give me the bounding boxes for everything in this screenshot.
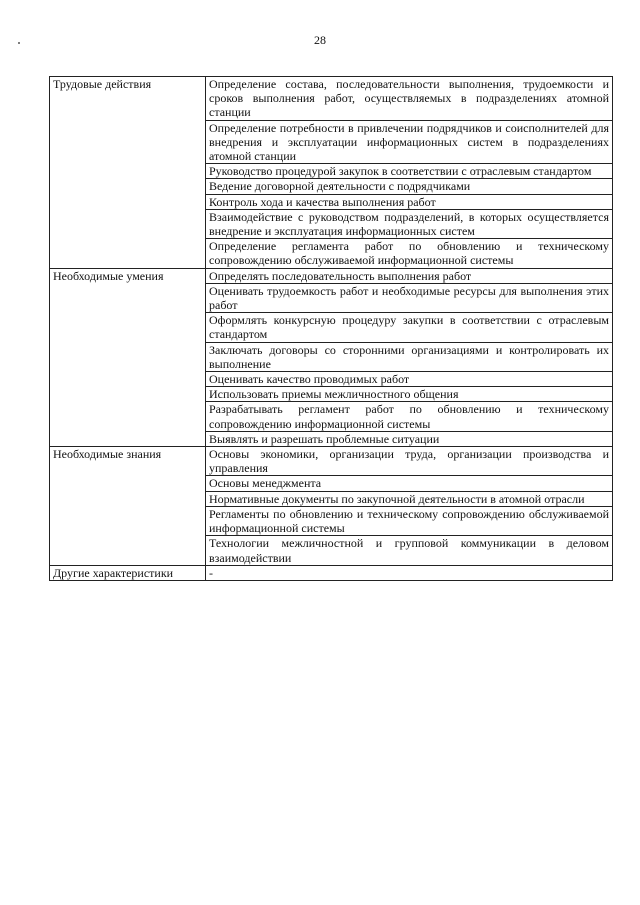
table-cell-item: Определение потребности в привлечении подрядчиков и соисполнителей для внедрения и эксплуатации информационных систем в подразделениях атомной станции [206, 120, 613, 164]
table-cell-item: Взаимодействие с руководством подразделений, в которых осуществляется внедрение и эксплуатация информационных систем [206, 209, 613, 238]
table-cell-item: Регламенты по обновлению и техническому сопровождению обслуживаемой информационной системы [206, 506, 613, 535]
table-cell-item: Оценивать качество проводимых работ [206, 372, 613, 387]
table-cell-item: Нормативные документы по закупочной деятельности в атомной отрасли [206, 491, 613, 506]
table-cell-item: Разрабатывать регламент работ по обновлению и техническому сопровождению информационной системы [206, 402, 613, 431]
table-cell-item: Определение состава, последовательности выполнения, трудоемкости и сроков выполнения работ, осуществляемых в подразделениях атомной станции [206, 77, 613, 121]
table-row [50, 447, 613, 476]
qualification-table [49, 76, 613, 581]
table-row [50, 565, 613, 580]
table-cell-item: Использовать приемы межличностного общения [206, 387, 613, 402]
page-number: 28 [314, 33, 326, 47]
section-label-labor-actions: Трудовые действия [50, 77, 206, 269]
table-cell-item: Основы менеджмента [206, 476, 613, 491]
section-label-required-knowledge: Необходимые знания [50, 447, 206, 566]
table-cell-item: Руководство процедурой закупок в соответствии с отраслевым стандартом [206, 164, 613, 179]
table-cell-item: Ведение договорной деятельности с подрядчиками [206, 179, 613, 194]
table-cell-item: Оценивать трудоемкость работ и необходимые ресурсы для выполнения этих работ [206, 283, 613, 312]
table-row [50, 268, 613, 283]
table-cell-item: Определять последовательность выполнения работ [206, 268, 613, 283]
table-row [50, 77, 613, 121]
table-cell-item: Заключать договоры со сторонними организациями и контролировать их выполнение [206, 342, 613, 371]
table-cell-item: Оформлять конкурсную процедуру закупки в соответствии с отраслевым стандартом [206, 313, 613, 342]
table-cell-item: Определение регламента работ по обновлению и техническому сопровождению обслуживаемой информационной системы [206, 239, 613, 268]
scan-speck [18, 42, 20, 44]
table-cell-item: Контроль хода и качества выполнения работ [206, 194, 613, 209]
table-cell-item: Основы экономики, организации труда, организации производства и управления [206, 447, 613, 476]
table-cell-item: Технологии межличностной и групповой коммуникации в деловом взаимодействии [206, 536, 613, 565]
table-cell-item: Выявлять и разрешать проблемные ситуации [206, 431, 613, 446]
table-cell-item: - [206, 565, 613, 580]
section-label-required-skills: Необходимые умения [50, 268, 206, 446]
section-label-other-characteristics: Другие характеристики [50, 565, 206, 580]
